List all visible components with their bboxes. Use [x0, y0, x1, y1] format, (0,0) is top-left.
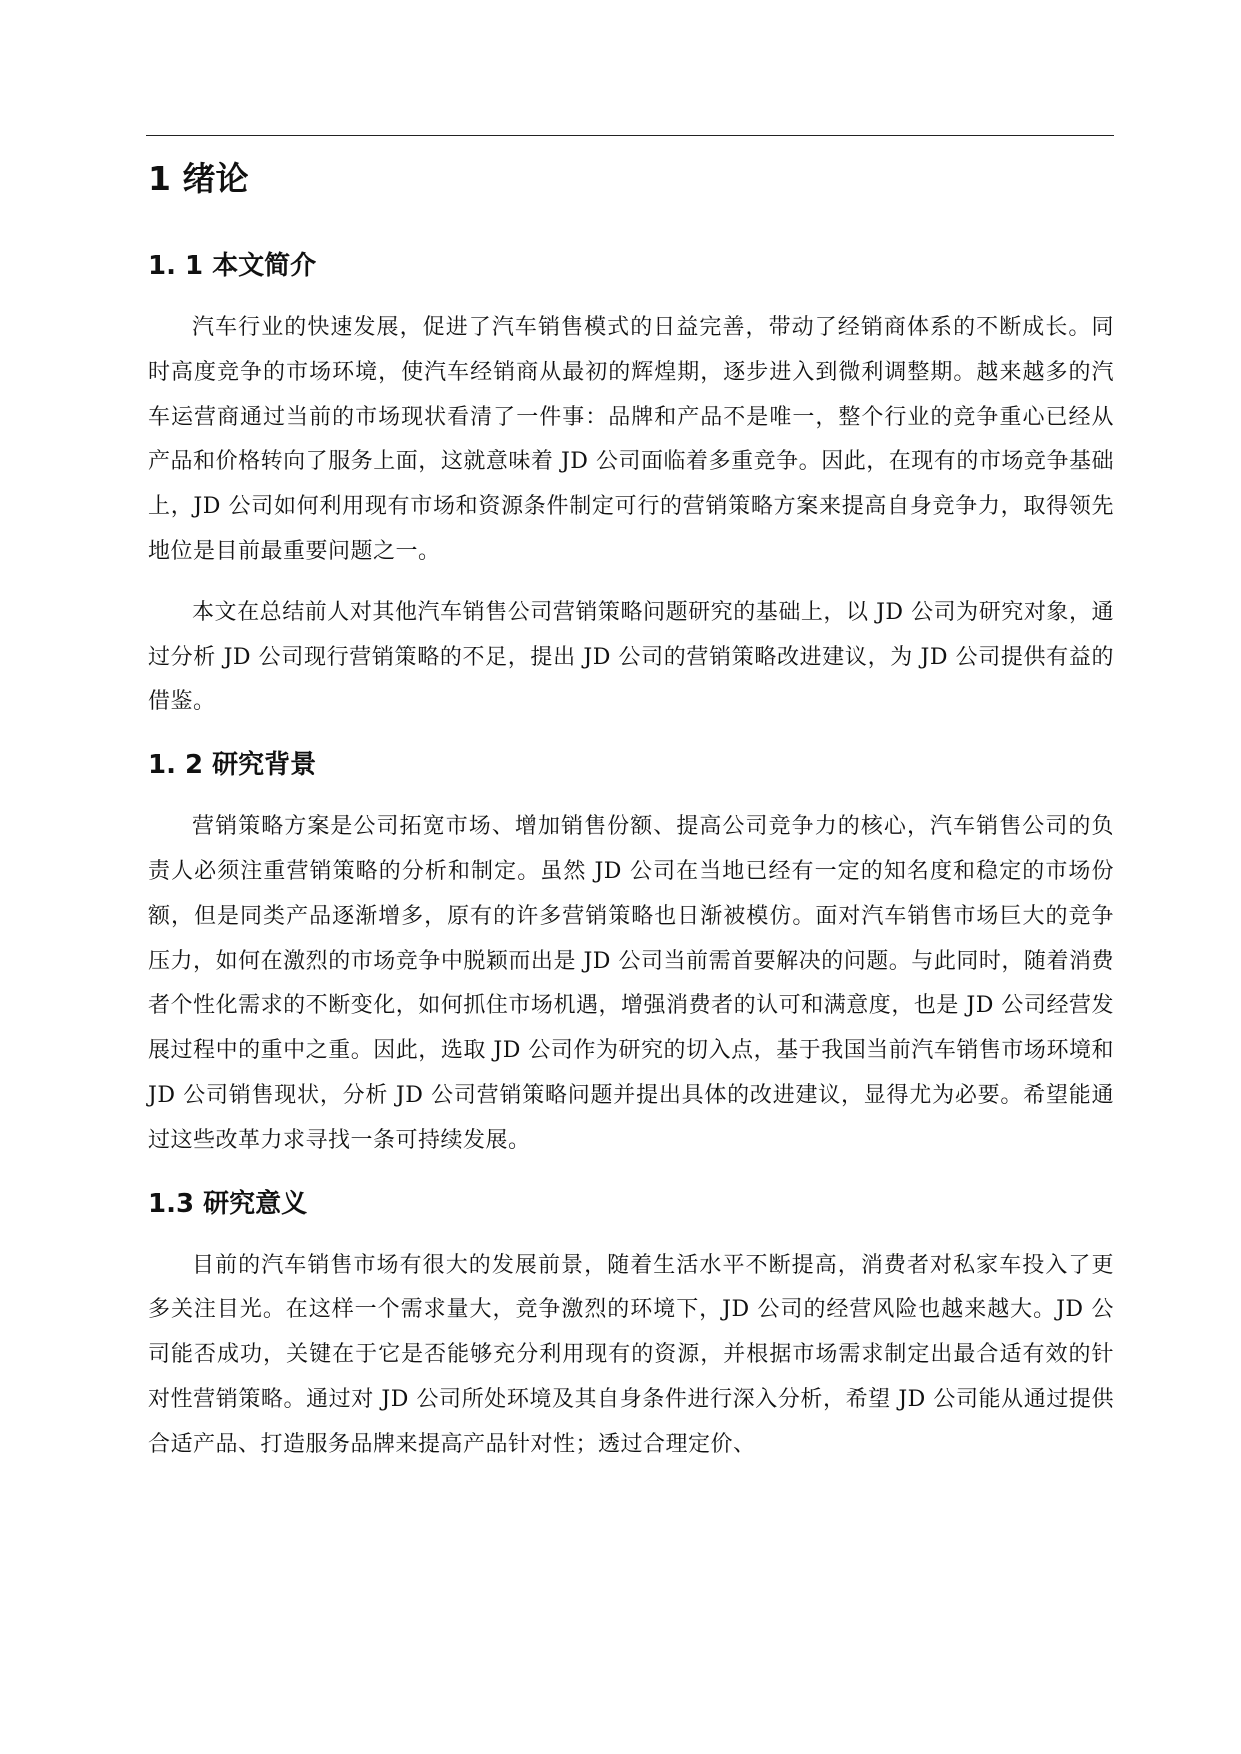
section-1-1-paragraph-1: 汽车行业的快速发展，促进了汽车销售模式的日益完善，带动了经销商体系的不断成长。同时高度竞争的市场环境，使汽车经销商从最初的辉煌期，逐步进入到微利调整期。越来越多的汽车运营商通过当前的市场现状看清了一件事：品牌和产品不是唯一，整个行业的竞争重心已经从产品和价格转向了服务上面，这就意味着 JD 公司面临着多重竞争。因此，在现有的市场竞争基础上，JD 公司如何利用现有市场和资源条件制定可行的营销策略方案来提高自身竞争力，取得领先地位是目前最重要问题之一。: [148, 315, 1114, 564]
section-heading-1-1: 1. 1 本文简介: [148, 251, 317, 281]
page-content: [148, 154, 1114, 1468]
section-1-2-paragraph-1: 营销策略方案是公司拓宽市场、增加销售份额、提高公司竞争力的核心，汽车销售公司的负责人必须注重营销策略的分析和制定。虽然 JD 公司在当地已经有一定的知名度和稳定的市场份额，但是同类产品逐渐增多，原有的许多营销策略也日渐被模仿。面对汽车销售市场巨大的竞争压力，如何在激烈的市场竞争中脱颖而出是 JD 公司当前需首要解决的问题。与此同时，随着消费者个性化需求的不断变化，如何抓住市场机遇，增强消费者的认可和满意度，也是 JD 公司经营发展过程中的重中之重。因此，选取 JD 公司作为研究的切入点，基于我国当前汽车销售市场环境和 JD 公司销售现状，分析 JD 公司营销策略问题并提出具体的改进建议，显得尤为必要。希望能通过这些改革力求寻找一条可持续发展。: [148, 814, 1114, 1153]
section-heading-1-3: 1.3 研究意义: [148, 1188, 308, 1219]
section-heading-1-2: 1. 2 研究背景: [148, 750, 317, 781]
section-1-3-paragraph-1: 目前的汽车销售市场有很大的发展前景，随着生活水平不断提高，消费者对私家车投入了更多关注目光。在这样一个需求量大，竞争激烈的环境下，JD 公司的经营风险也越来越大。JD 公司能否成功，关键在于它是否能够充分利用现有的资源，并根据市场需求制定出最合适有效的针对性营销策略。通过对 JD 公司所处环境及其自身条件进行深入分析，希望 JD 公司能从通过提供合适产品、打造服务品牌来提高产品针对性；透过合理定价、: [148, 1252, 1114, 1457]
section-1-1-paragraph-2: 本文在总结前人对其他汽车销售公司营销策略问题研究的基础上，以 JD 公司为研究对象，通过分析 JD 公司现行营销策略的不足，提出 JD 公司的营销策略改进建议，为 JD 公司提供有益的借鉴。: [148, 599, 1114, 715]
header-rule: [146, 135, 1114, 136]
chapter-title: 1 绪论: [148, 159, 249, 198]
